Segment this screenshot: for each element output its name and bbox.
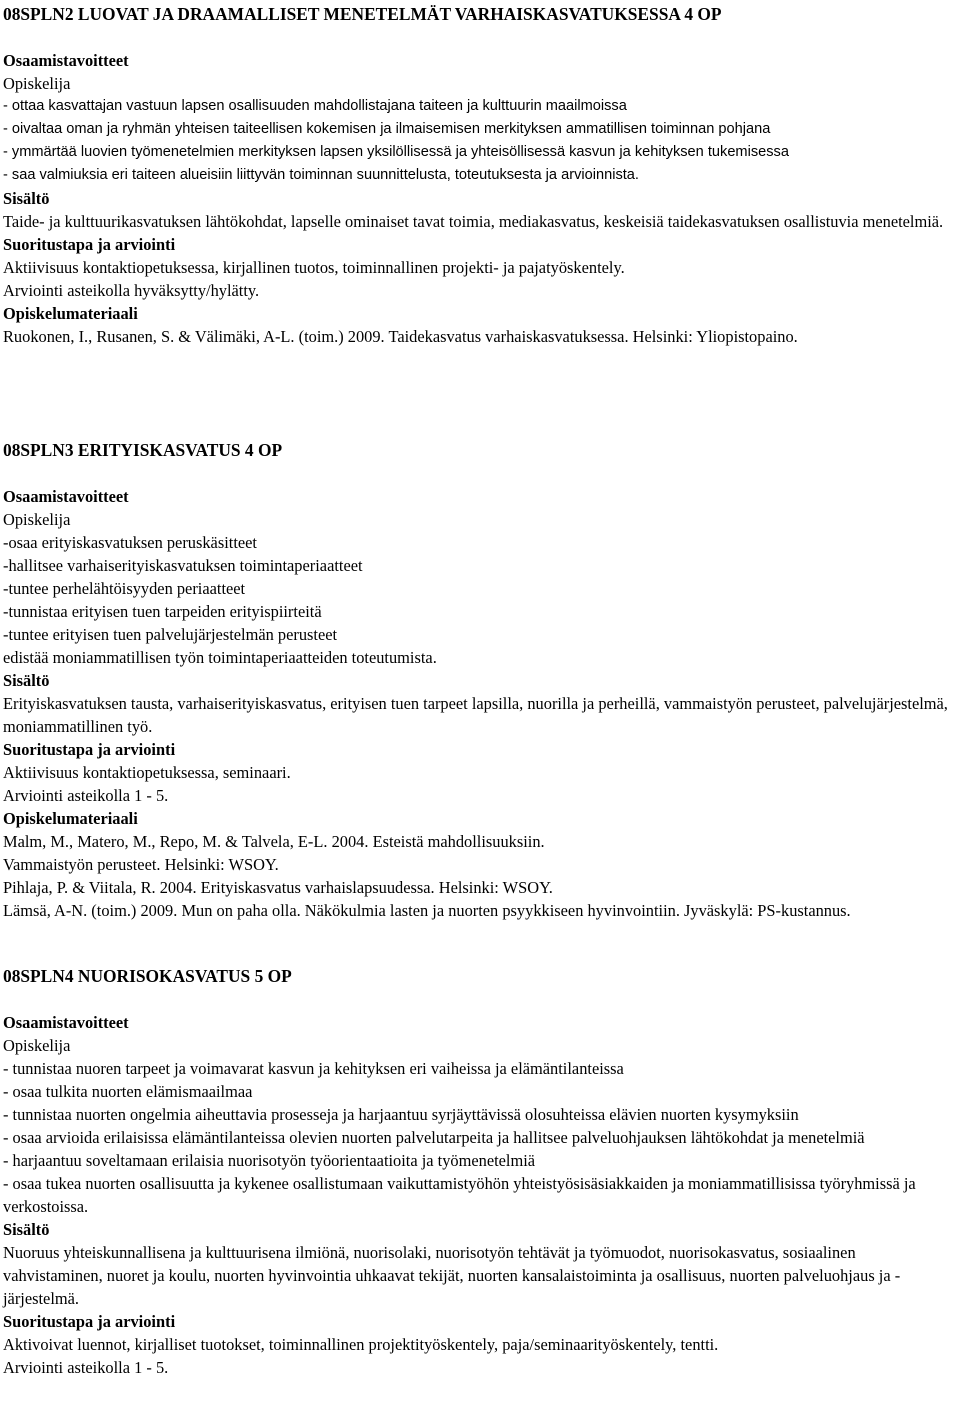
outcomes-heading: Osaamistavoitteet (3, 487, 129, 506)
materials-heading: Opiskelumateriaali (3, 304, 138, 323)
assessment-item: Arviointi asteikolla 1 - 5. (3, 786, 169, 805)
outcome-item: -tuntee perhelähtöisyyden periaatteet (3, 579, 246, 598)
outcome-item: - osaa tukea nuorten osallisuutta ja kykenee osallistumaan vaikuttamistyöhön yhteistyösisäsiakkaiden ja moniammatillisissa työryhmissä ja verkostoissa. (3, 1174, 916, 1216)
course-title: 08SPLN3 ERITYISKASVATUS 4 OP (3, 440, 283, 460)
assessment-item: Arviointi asteikolla 1 - 5. (3, 1358, 169, 1377)
course-section-08spln3 (3, 439, 955, 922)
content-text: Taide- ja kulttuurikasvatuksen lähtökohdat, lapselle ominaiset tavat toimia, mediakasvatus, keskeisiä taidekasvatuksen osallistuvia menetelmiä. (3, 212, 944, 231)
material-item: Vammaistyön perusteet. Helsinki: WSOY. (3, 855, 279, 874)
course-section-08spln4 (3, 965, 955, 1379)
course-section-08spln2 (3, 3, 955, 348)
content-text: Nuoruus yhteiskunnallisena ja kulttuurisena ilmiönä, nuorisolaki, nuorisotyön tehtävät ja työmuodot, nuorisokasvatus, sosiaalinen vahvistaminen, nuoret ja koulu, nuorten hyvinvointia uhkaavat tekijät, nuorten kansalaistoiminta ja osallisuus, nuorten palveluohjaus ja -järjestelmä. (3, 1243, 901, 1308)
assessment-heading: Suoritustapa ja arviointi (3, 740, 176, 759)
outcomes-heading: Osaamistavoitteet (3, 1013, 129, 1032)
material-item: Lämsä, A-N. (toim.) 2009. Mun on paha olla. Näkökulmia lasten ja nuorten psyykkiseen hyvinvointiin. Jyväskylä: PS-kustannus. (3, 901, 851, 920)
outcome-item: -hallitsee varhaiserityiskasvatuksen toimintaperiaatteet (3, 556, 363, 575)
student-label: Opiskelija (3, 1036, 71, 1055)
outcome-item: edistää moniammatillisen työn toimintaperiaatteiden toteutumista. (3, 648, 437, 667)
course-title: 08SPLN4 NUORISOKASVATUS 5 OP (3, 966, 292, 986)
content-heading: Sisältö (3, 189, 50, 208)
outcome-item: - osaa tulkita nuorten elämismaailmaa (3, 1082, 253, 1101)
material-item: Ruokonen, I., Rusanen, S. & Välimäki, A-L. (toim.) 2009. Taidekasvatus varhaiskasvatuksessa. Helsinki: Yliopistopaino. (3, 327, 798, 346)
student-label: Opiskelija (3, 510, 71, 529)
outcome-item: - oivaltaa oman ja ryhmän yhteisen taiteellisen kokemisen ja ilmaisemisen merkityksen ammatillisen toiminnan pohjana (3, 121, 771, 137)
course-title: 08SPLN2 LUOVAT JA DRAAMALLISET MENETELMÄT VARHAISKASVATUKSESSA 4 OP (3, 4, 722, 24)
outcomes-heading: Osaamistavoitteet (3, 51, 129, 70)
outcome-item: - tunnistaa nuoren tarpeet ja voimavarat kasvun ja kehityksen eri vaiheissa ja elämäntilanteissa (3, 1059, 624, 1078)
assessment-item: Aktivoivat luennot, kirjalliset tuotokset, toiminnallinen projektityöskentely, paja/seminaarityöskentely, tentti. (3, 1335, 719, 1354)
outcome-item: - saa valmiuksia eri taiteen alueisiin liittyvän toiminnan suunnittelusta, toteutuksesta ja arvioinnista. (3, 167, 639, 183)
assessment-item: Aktiivisuus kontaktiopetuksessa, kirjallinen tuotos, toiminnallinen projekti- ja pajatyöskentely. (3, 258, 625, 277)
outcome-item: - ymmärtää luovien työmenetelmien merkityksen lapsen yksilöllisessä ja yhteisöllisessä kasvun ja kehityksen tukemisessa (3, 144, 789, 160)
assessment-heading: Suoritustapa ja arviointi (3, 1312, 176, 1331)
outcome-item: - harjaantuu soveltamaan erilaisia nuorisotyön työorientaatioita ja työmenetelmiä (3, 1151, 536, 1170)
content-heading: Sisältö (3, 1220, 50, 1239)
content-heading: Sisältö (3, 671, 50, 690)
student-label: Opiskelija (3, 74, 71, 93)
outcome-item: - ottaa kasvattajan vastuun lapsen osallisuuden mahdollistajana taiteen ja kulttuurin maailmoissa (3, 98, 627, 114)
assessment-item: Arviointi asteikolla hyväksytty/hylätty. (3, 281, 260, 300)
outcome-item: -osaa erityiskasvatuksen peruskäsitteet (3, 533, 257, 552)
material-item: Pihlaja, P. & Viitala, R. 2004. Erityiskasvatus varhaislapsuudessa. Helsinki: WSOY. (3, 878, 553, 897)
materials-heading: Opiskelumateriaali (3, 809, 138, 828)
assessment-heading: Suoritustapa ja arviointi (3, 235, 176, 254)
outcome-item: - tunnistaa nuorten ongelmia aiheuttavia prosesseja ja harjaantuu syrjäyttävissä olosuhteissa elävien nuorten kysymyksiin (3, 1105, 799, 1124)
outcome-item: - osaa arvioida erilaisissa elämäntilanteissa olevien nuorten palvelutarpeita ja hallitsee palveluohjauksen lähtökohdat ja menetelmiä (3, 1128, 865, 1147)
assessment-item: Aktiivisuus kontaktiopetuksessa, seminaari. (3, 763, 291, 782)
outcome-item: -tunnistaa erityisen tuen tarpeiden erityispiirteitä (3, 602, 322, 621)
outcome-item: -tuntee erityisen tuen palvelujärjestelmän perusteet (3, 625, 338, 644)
content-text: Erityiskasvatuksen tausta, varhaiserityiskasvatus, erityisen tuen tarpeet lapsilla, nuorilla ja perheillä, vammaistyön perusteet, palvelujärjestelmä, moniammatillinen työ. (3, 694, 948, 736)
material-item: Malm, M., Matero, M., Repo, M. & Talvela, E-L. 2004. Esteistä mahdollisuuksiin. (3, 832, 545, 851)
